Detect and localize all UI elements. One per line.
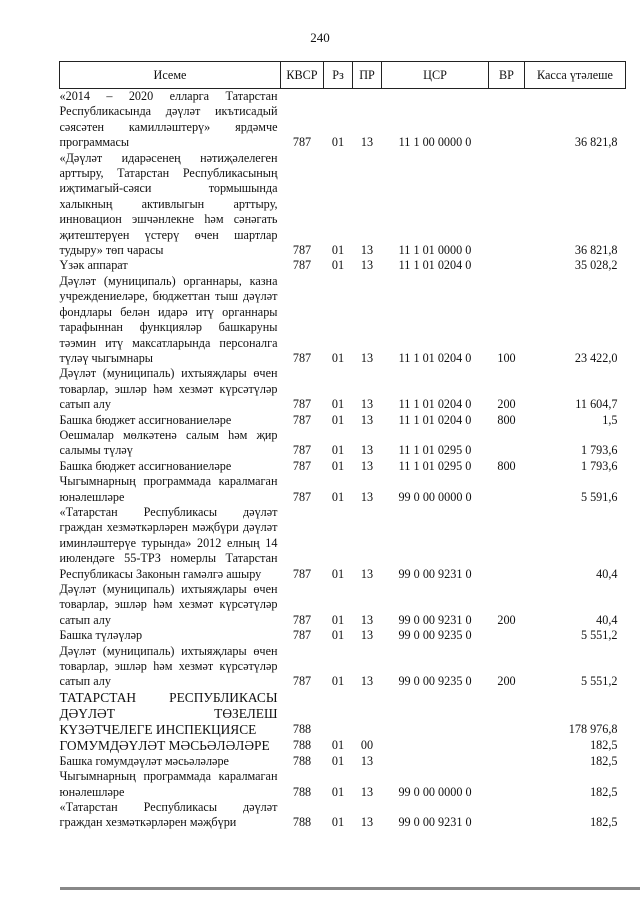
header-csr: ЦСР (382, 62, 489, 89)
table-row (60, 413, 626, 428)
table-row (60, 366, 626, 412)
table-row (60, 89, 626, 151)
header-pr: ПР (353, 62, 382, 89)
cell-vr (489, 258, 525, 273)
cell-pr: 13 (360, 443, 374, 458)
cell-name: Дәүләт (муниципаль) ихтыяҗлары өчен товарлар, эшләр һәм хезмәт күрсәтүләр сатып алу (59, 582, 278, 627)
cell-pr: 13 (360, 258, 374, 273)
cell-rz: 01 (331, 738, 345, 753)
cell-rz: 01 (331, 258, 345, 273)
cell-vr (489, 474, 525, 505)
header-vr: ВР (489, 62, 525, 89)
cell-name: Дәүләт (муниципаль) органнары, казна учреждениеләре, бюджеттан тыш дәүләт фондлары белән идарә итү органнары тарафыннан функцияләр башкаруны тәэмин итү максатларында персоналга түләү чыгымнары (59, 273, 278, 365)
cell-amount: 36 821,8 (574, 243, 618, 258)
table-row (60, 474, 626, 505)
cell-vr (489, 505, 525, 582)
cell-name: «Татарстан Республикасы дәүләт граждан хезмәткәрләрен мәҗбүри (59, 800, 278, 830)
cell-amount: 35 028,2 (574, 258, 618, 273)
cell-pr: 13 (360, 458, 374, 473)
cell-rz: 01 (331, 458, 345, 473)
cell-name: Оешмалар мөлкәтенә салым һәм җир салымы түләү (59, 427, 278, 458)
cell-rz: 01 (331, 628, 345, 643)
cell-amount: 182,5 (590, 815, 618, 830)
cell-name: Башка бюджет ассигнованиеләре (59, 458, 232, 473)
table-row (60, 754, 626, 769)
cell-kvsr: 788 (292, 815, 312, 830)
cell-name: «Дәүләт идарәсенең нәтиҗәлелеген арттыру, Татарстан Республикасының иҗтимагый-сәяси тормышында халыкның активлыгын арттыру, инновацион эшчәнлекне һәм сәнәгать җитештерүен үстерү өчен шартлар тудыру» төп чарасы (59, 150, 278, 258)
cell-rz: 01 (331, 489, 345, 504)
cell-pr: 13 (360, 784, 374, 799)
cell-pr: 13 (360, 243, 374, 258)
cell-pr: 00 (360, 738, 374, 753)
cell-amount: 182,5 (590, 738, 618, 753)
cell-amount: 36 821,8 (574, 135, 618, 150)
cell-csr: 11 1 01 0204 0 (398, 350, 472, 365)
cell-rz: 01 (331, 350, 345, 365)
cell-csr: 99 0 00 9231 0 (398, 566, 472, 581)
cell-pr: 13 (360, 566, 374, 581)
table-row (60, 274, 626, 366)
cell-pr: 13 (360, 135, 374, 150)
cell-pr: 13 (360, 350, 374, 365)
cell-name: Дәүләт (муниципаль) ихтыяҗлары өчен товарлар, эшләр һәм хезмәт күрсәтүләр сатып алу (59, 643, 278, 689)
cell-vr: 200 (497, 674, 516, 689)
cell-pr: 13 (360, 489, 374, 504)
cell-csr: 99 0 00 9235 0 (398, 674, 472, 689)
cell-name: Үзәк аппарат (59, 258, 128, 273)
cell-kvsr: 787 (292, 628, 312, 643)
table-row (60, 690, 626, 738)
table-row (60, 258, 626, 273)
cell-vr (489, 754, 525, 769)
cell-vr (489, 89, 525, 151)
cell-amount: 40,4 (596, 612, 618, 627)
header-row (60, 62, 626, 89)
cell-amount: 23 422,0 (574, 350, 618, 365)
cell-csr: 11 1 01 0295 0 (398, 458, 472, 473)
cell-csr: 11 1 01 0295 0 (398, 443, 472, 458)
header-name: Исеме (60, 62, 281, 89)
cell-csr: 99 0 00 9231 0 (398, 612, 472, 627)
cell-kvsr: 787 (292, 458, 312, 473)
cell-name: Башка бюджет ассигнованиеләре (59, 412, 232, 427)
cell-kvsr: 787 (292, 674, 312, 689)
cell-kvsr: 788 (292, 784, 312, 799)
cell-kvsr: 787 (292, 258, 312, 273)
cell-csr (382, 738, 489, 754)
header-rz: Рз (324, 62, 353, 89)
cell-rz: 01 (331, 443, 345, 458)
cell-vr (489, 428, 525, 459)
cell-pr: 13 (360, 815, 374, 830)
table-row (60, 582, 626, 628)
cell-vr: 100 (497, 350, 516, 365)
cell-name: «Татарстан Республикасы дәүләт граждан хезмәткәрләрен мәҗбүри дәүләт иминләштерүе турында» 2012 елның 14 июлендәге 55-ТРЗ номерлы Татарстан Республикасы Законын гамәлгә ашыру (59, 504, 278, 581)
cell-rz: 01 (331, 784, 345, 799)
table-body (60, 89, 626, 831)
page-number: 240 (310, 30, 330, 45)
table-row (60, 644, 626, 690)
cell-csr: 11 1 01 0204 0 (398, 397, 472, 412)
cell-csr: 99 0 00 9231 0 (398, 815, 472, 830)
cell-kvsr: 787 (292, 350, 312, 365)
cell-csr: 11 1 00 0000 0 (398, 135, 472, 150)
cell-pr: 13 (360, 753, 374, 768)
cell-vr: 800 (497, 458, 516, 473)
cell-kvsr: 787 (292, 612, 312, 627)
cell-name: «2014 – 2020 елларга Татарстан Республикасында дәүләт икътисадый сәясәтен камилләштерү» ярдәмче программасы (59, 89, 278, 150)
cell-kvsr: 788 (292, 722, 312, 737)
cell-rz: 01 (331, 135, 345, 150)
cell-csr: 99 0 00 0000 0 (398, 784, 472, 799)
cell-kvsr: 787 (292, 566, 312, 581)
cell-rz: 01 (331, 674, 345, 689)
cell-csr: 11 1 01 0204 0 (398, 412, 472, 427)
cell-vr: 800 (497, 412, 516, 427)
cell-name: Чыгымнарның программада каралмаган юнәлешләре (59, 769, 278, 799)
cell-amount: 1 793,6 (580, 443, 618, 458)
cell-vr: 200 (497, 397, 516, 412)
cell-rz: 01 (331, 753, 345, 768)
cell-pr: 13 (360, 628, 374, 643)
cell-csr (382, 754, 489, 769)
scan-edge-line (60, 887, 640, 890)
cell-name: Дәүләт (муниципаль) ихтыяҗлары өчен товарлар, эшләр һәм хезмәт күрсәтүләр сатып алу (59, 366, 278, 412)
table-row (60, 628, 626, 643)
cell-pr: 13 (360, 397, 374, 412)
cell-name: ГОМУМДӘҮЛӘТ МӘСЬӘЛӘЛӘРЕ (59, 737, 270, 753)
cell-vr (489, 151, 525, 259)
cell-name: Башка түләүләр (59, 628, 143, 643)
cell-pr: 13 (360, 412, 374, 427)
table-row (60, 459, 626, 474)
cell-amount: 178 976,8 (568, 722, 618, 737)
header-amount: Касса үтәлеше (525, 62, 626, 89)
cell-amount: 5 551,2 (580, 674, 618, 689)
cell-vr (489, 800, 525, 831)
cell-amount: 1,5 (602, 412, 618, 427)
cell-pr: 13 (360, 674, 374, 689)
cell-kvsr: 787 (292, 443, 312, 458)
budget-table (59, 61, 626, 831)
cell-kvsr: 787 (292, 135, 312, 150)
cell-kvsr: 787 (292, 397, 312, 412)
table-row (60, 738, 626, 754)
table-row (60, 505, 626, 582)
cell-name: Чыгымнарның программада каралмаган юнәлешләре (59, 474, 278, 504)
cell-pr: 13 (360, 612, 374, 627)
cell-amount: 40,4 (596, 566, 618, 581)
cell-amount: 5 551,2 (580, 628, 618, 643)
cell-amount: 5 591,6 (580, 489, 618, 504)
cell-amount: 182,5 (590, 753, 618, 768)
cell-name: Башка гомумдәүләт мәсьәләләре (59, 753, 229, 768)
cell-rz: 01 (331, 612, 345, 627)
cell-csr (382, 690, 489, 738)
cell-rz: 01 (331, 566, 345, 581)
cell-vr (489, 628, 525, 643)
cell-vr (489, 690, 525, 738)
cell-kvsr: 787 (292, 489, 312, 504)
cell-amount: 182,5 (590, 784, 618, 799)
cell-kvsr: 787 (292, 412, 312, 427)
cell-vr: 200 (497, 612, 516, 627)
cell-rz: 01 (331, 815, 345, 830)
cell-vr (489, 769, 525, 800)
cell-rz: 01 (331, 412, 345, 427)
cell-name: ТАТАРСТАН РЕСПУБЛИКАСЫ ДӘҮЛӘТ ТӨЗЕЛЕШ КҮЗӘТЧЕЛЕГЕ ИНСПЕКЦИЯСЕ (59, 689, 278, 737)
cell-csr: 99 0 00 9235 0 (398, 628, 472, 643)
cell-vr (489, 738, 525, 754)
table-row (60, 428, 626, 459)
header-kvsr: КВСР (281, 62, 324, 89)
table-row (60, 769, 626, 800)
cell-kvsr: 788 (292, 738, 312, 753)
cell-kvsr: 787 (292, 243, 312, 258)
cell-rz (324, 690, 353, 738)
cell-pr (353, 690, 382, 738)
cell-csr: 11 1 01 0000 0 (398, 243, 472, 258)
cell-amount: 1 793,6 (580, 458, 618, 473)
table-row (60, 800, 626, 831)
cell-rz: 01 (331, 397, 345, 412)
cell-kvsr: 788 (292, 753, 312, 768)
cell-rz: 01 (331, 243, 345, 258)
cell-csr: 11 1 01 0204 0 (398, 258, 472, 273)
cell-csr: 99 0 00 0000 0 (398, 489, 472, 504)
table-row (60, 151, 626, 259)
cell-amount: 11 604,7 (575, 397, 618, 412)
